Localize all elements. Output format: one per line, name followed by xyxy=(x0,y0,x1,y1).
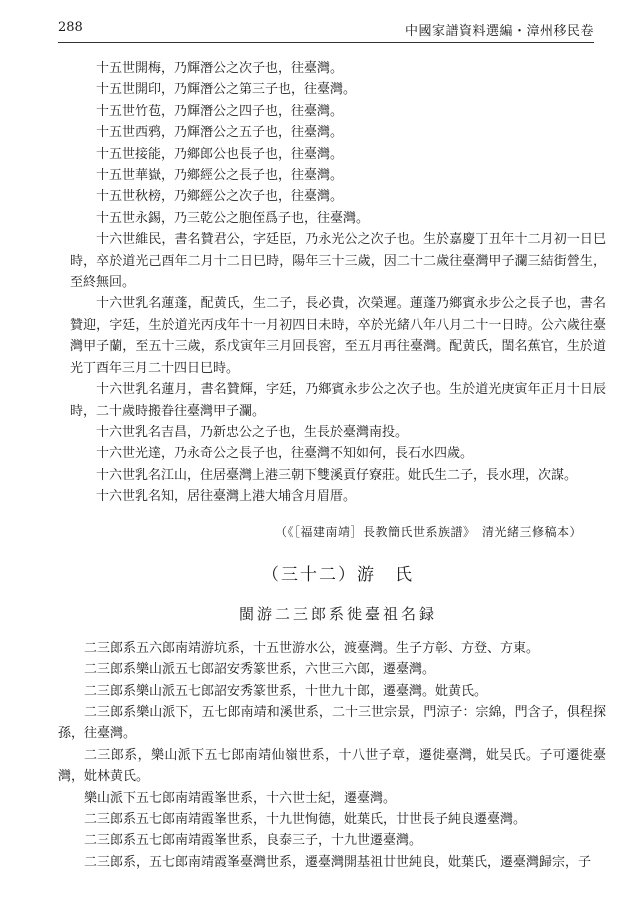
entry-paragraph: 十六世乳名知，居往臺灣上港大埔含月眉厝。 xyxy=(96,489,357,505)
entry-paragraph: 十五世開梅，乃輝潛公之次子也，往臺灣。 xyxy=(96,61,344,76)
page-header xyxy=(58,12,594,40)
entry-paragraph: 十五世竹苞，乃輝潛公之四子也，往臺灣。 xyxy=(96,103,344,119)
page-body xyxy=(58,58,606,873)
entry-paragraph: 十六世乳名吉昌，乃新忠公之子也，生長於臺灣南投。 xyxy=(96,424,409,440)
entry-paragraph: 二三郎系樂山派五七郎詔安秀篆世系，六世三六郎，遷臺灣。 xyxy=(84,662,436,678)
genealogy-entries-lower xyxy=(58,638,606,873)
entry-paragraph: 二三郎系五七郎南靖霞峯世系，十九世恂德，妣葉氏，廿世長子純良遷臺灣。 xyxy=(84,812,527,827)
page-number: 288 xyxy=(58,20,83,35)
entry-paragraph: 二三郎系樂山派下，五七郎南靖和溪世系，二十三世宗景，門涼子：宗綿，門含子，俱程探孫，往臺灣。 xyxy=(58,704,606,742)
genealogy-entries-upper xyxy=(70,58,606,508)
entry-paragraph: 十五世華嶽，乃鄉經公之長子也，往臺灣。 xyxy=(96,168,344,184)
section-title: （三十二）游 氏 xyxy=(262,564,414,585)
running-title: 中國家譜資料選編・漳州移民卷 xyxy=(404,24,594,39)
source-citation: （《［福建南靖］長教簡氏世系族譜》 清光緒三修稿本） xyxy=(274,524,582,539)
entry-paragraph: 二三郎系五七郎南靖霞峯世系，良泰三子，十九世遷臺灣。 xyxy=(84,833,423,849)
entry-paragraph: 二三郎系五六郎南靖游坑系，十五世游水公，渡臺灣。生子方彰、方登、方東。 xyxy=(84,640,540,656)
entry-paragraph: 二三郎系，五七郎南靖霞峯臺灣世系，遷臺灣開基祖廿世純良，妣葉氏，遷臺灣歸宗，子 xyxy=(84,854,592,870)
entry-paragraph: 十五世接能，乃鄉郎公也長子也，往臺灣。 xyxy=(96,146,344,162)
section-subtitle: 閩游二三郎系徙臺祖名録 xyxy=(238,605,437,624)
entry-paragraph: 十六世乳名蓮月，書名贊輝，字廷，乃鄉賓永步公之次子也。生於道光庚寅年正月十日辰時，二十歲時搬眷往臺灣甲子瀾。 xyxy=(70,382,606,419)
entry-paragraph: 十五世西鸦，乃輝潛公之五子也，往臺灣。 xyxy=(96,125,344,141)
entry-paragraph: 十五世秋榜，乃鄉經公之次子也，往臺灣。 xyxy=(96,189,344,205)
entry-paragraph: 十六世光達，乃永奇公之長子也，往臺灣不知如何，長石水四歲。 xyxy=(96,446,474,462)
entry-paragraph: 十五世永錫，乃三乾公之胞侄爲子也，往臺灣。 xyxy=(96,210,370,226)
entry-paragraph: 二三郎系樂山派五七郎詔安秀篆世系，十世九十郎，遷臺灣。妣黄氏。 xyxy=(84,683,488,699)
entry-paragraph: 十六世乳名江山，住居臺灣上港三朝下雙溪貢仔寮莊。妣氏生二子，長水理，次謀。 xyxy=(96,467,578,483)
entry-paragraph: 十五世開印，乃輝潛公之第三子也，往臺灣。 xyxy=(96,82,357,98)
entry-paragraph: 二三郎系，樂山派下五七郎南靖仙嶺世系，十八世子章，遷徙臺灣，妣吴氏。子可遷徙臺灣，妣林黄氏。 xyxy=(58,747,606,785)
entry-paragraph: 十六世維民，書名贊君公，字廷臣，乃永光公之次子也。生於嘉慶丁丑年十二月初一日巳時，卒於道光己酉年二月十二日巳時，陽年三十三歲，因二十二歲往臺灣甲子瀾三結街營生，至終無回。 xyxy=(70,232,606,291)
entry-paragraph: 樂山派下五七郎南靖霞峯世系，十六世士紀，遷臺灣。 xyxy=(84,790,397,806)
entry-paragraph: 十六世乳名蓮蓬，配黄氏，生二子，長必貴，次榮遲。蓮蓬乃鄉賓永步公之長子也，書名贊迎，字廷，生於道光丙戌年十一月初四日未時，卒於光緒八年八月二十一日時。公六歲往臺灣甲子蘭，至五十三歲，系戊寅年三月回長窖，至五月再往臺灣。配黄氏，閨名蕉官，生於道光丁酉年三月二十四日巳時。 xyxy=(70,296,606,376)
header-rule xyxy=(58,42,594,43)
